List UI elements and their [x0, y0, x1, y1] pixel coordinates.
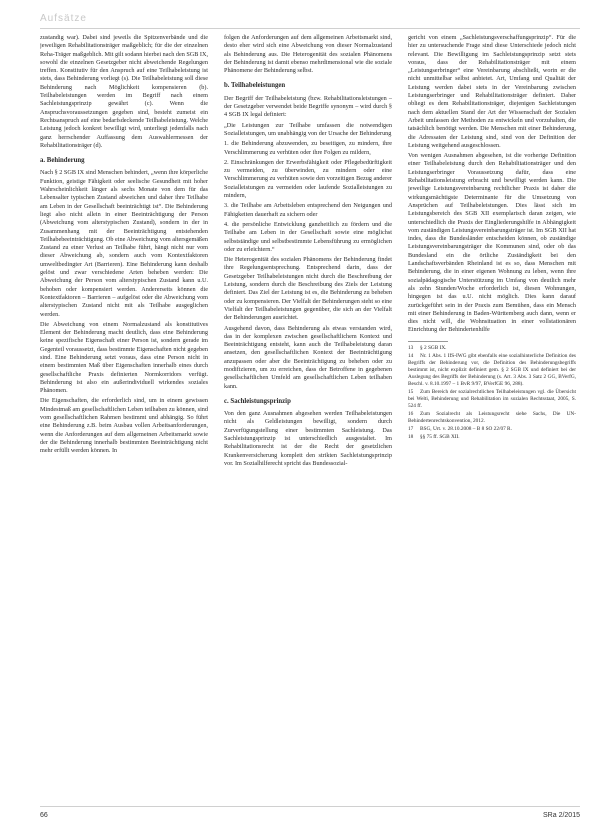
footnote — [408, 345, 576, 352]
paragraph: zustandig war). Dabei sind jeweils die Spitzenverbände und die jeweiligen Rehabilitationsträger maßgeblich; für die der einzelnen Reha-Träger maßgeblich. Mit gilt sodann hierbei nach den SGB IX, sowohl die einzelnen Gesetzgeber nicht abweichende Regelungen treffen. Konstitutiv für den Anspruch auf eine Teilhabeleistung ist stets, dass Behinderung vorliegt (s). Die Teilhabeleistung soll diese Behinderung nach Möglichkeit kompensieren (b). Teilhabeleistungen werden im Begriff nach einem Sachleistungsprinzip gewährt (c). Wenn die Anspruchsvoraussetzungen gegeben sind, besteht zumeist ein Rechtsanspruch auf eine bedarfsdeckende Teilhabeleistung. Welche Leistung jedoch konkret bewilligt wird, unterliegt jedenfalls nach ganz herrschender Auffassung dem Auswahlermessen der Rehabilitationsträger (d). — [40, 34, 208, 149]
paragraph: Die Eigenschaften, die erforderlich sind, um in einem gewissen Mindestmaß am gesellschaftlichen Leben teilhaben zu können, sind vom gesellschaftlichen Rahmen bestimmt und abhängig. So führt eine Behinderung z.B. beim Ausbau vollen Arbeitsanforderungen, wenn die Anforderungen auf dem allgemeinen Arbeitsmarkt sowie der die Behinderung innerhalb bestimmten Beeinträchtigung nicht mehr erfüllt werden können. In — [40, 397, 208, 455]
paragraph: 4. die persönliche Entwicklung ganzheitlich zu fördern und die Teilhabe am Leben in der Gesellschaft sowie eine möglichst selbstständige und selbstbestimmte Lebensführung zu ermöglichen oder zu erleichtern.“ — [224, 220, 392, 253]
paragraph: Ausgehend davon, dass Behinderung als etwas verstanden wird, das in der komplexen zwischen gesellschaftlichem Kontext und Beeinträchtigung entsteht, kann auch die Teilhabeleistung daran ansetzen, den gesellschaftlichen Kontext der Beeinträchtigung anzupassen oder aber die Beeinträchtigung zu beheben oder zu modifizieren, um zu erreichen, dass der Betroffene in gegebenen gesellschaftlichen Umfeld am gesellschaftlichen Leben teilhaben kann. — [224, 324, 392, 390]
paragraph: 3. die Teilhabe am Arbeitsleben entsprechend den Neigungen und Fähigkeiten dauerhaft zu sichern oder — [224, 202, 392, 218]
text-column-2 — [224, 34, 392, 802]
footnote-text: Nr. 1 Abs. 1 IfS-IWG gibt ebenfalls eine sozialhinterliche Definition des Begriffs der Behinderung vor, die Definition des Behinderungsbegriffs bestimmt ist, nicht explizit definiert gem. § 2 SGB IX und definiert bei der Auslegung des Begriffs der Behinderung (s. Art. 3 Abs. 3 Satz 2 GG, BVerfG, Beschl. v. 8.10.1997 – 1 BvR 9/97, BVerfGE 96, 288). — [408, 352, 576, 387]
paragraph: Der Begriff der Teilhabeleistung (bzw. Rehabilitationsleistungen – der Gesetzgeber verwendet beide Begriffe synonym – wird durch § 4 SGB IX legal definiert: — [224, 94, 392, 119]
footnote-number: 13 — [408, 344, 414, 351]
paragraph: 2. Einschränkungen der Erwerbsfähigkeit oder Pflegebedürftigkeit zu vermeiden, zu überwinden, zu mindern oder eine Verschlimmerung zu verhüten sowie den vorzeitigen Bezug anderer Sozialleistungen zu vermeiden oder laufende Sozialleistungen zu mindern, — [224, 158, 392, 200]
footnote-number: 16 — [408, 410, 414, 417]
paragraph: Von den ganz Ausnahmen abgesehen werden Teilhabeleistungen nicht als Geldleistungen bewilligt, sondern durch Zurverfügungstellung einer bestimmten Sachleistung. Das Sachleistungsprinzip ist unterschiedlich ausgestaltet. Im Rehabilitationsrecht ist der die Recht der gesetzlichen Krankenversicherung komplett den strikten Sachleistungsprinzip vor. Im Sozialhilferecht spricht das Bundessozial- — [224, 410, 392, 467]
footnote-number: 17 — [408, 425, 414, 432]
footnote — [408, 389, 576, 410]
footnote-separator — [408, 341, 448, 342]
paragraph: Von wenigen Ausnahmen abgesehen, ist die vorherige Definition einer Teilhabeleistung durch den Rehabilitationsträger und den Leistungserbringer Voraussetzung dafür, dass eine Rehabilitationsleistung erbracht und bewilligt werden kann. Die jeweilige Leistungsvereinbarung rechtlicher Praxis ist daher die wirkungsmächtigste Determinante für die Umsetzung von Ansprüchen auf Teilhabeleistungen. Dies lässt sich im Leistungsbereich des SGB XII exemplarisch daran zeigen, wie unterschiedlich die Praxis der Eingliederungshilfe in Abhängigkeit vom zuständigen Leistungsvereinbarungsträger ist. Im SGB XII hat indes, dass die Bundesländer entscheiden können, ob zuständige Leistungsvereinbarungsträger die Kommunen sind, oder ob das Bundesland ein die örtliche Zuständigkeit bei den Landschaftsverbänden Rheinland ist es so, dass Menschen mit Behinderung, die in einer eigenen Wohnung zu leben, wenn ihre sozialpädagogische Unterstützung im Umfang von deutlich mehr als zehn Stunden/Woche erforderlich ist, diesen Wohnungen, hingegen ist das u.U. nicht möglich. Dies kann darauf zurückgeführt sein in der Praxis zum Bemühen, dass ein Mensch mit einer Behinderung in Baden-Württemberg auch dann, wenn er dies nicht will, die Wohnsituation in einer vollstationären Einrichtung der Behindertenhilfe — [408, 152, 576, 334]
footnote — [408, 434, 576, 441]
footnote-number: 18 — [408, 433, 414, 440]
section-heading: b. Teilhabeleistungen — [224, 82, 286, 90]
footnote-text: BSG, Urt. v. 28.10.2008 – B 8 SO 22/07 R. — [420, 425, 512, 432]
text-column-1 — [40, 34, 208, 802]
paragraph: Die Heterogenität des sozialen Phänomens der Behinderung findet ihre Regelungsentsprechung. Entsprechend darin, dass der Gesetzgeber Teilhabeleistungen nicht durch die Beschreibung der Leistung, sondern durch die Beschreibung des Ziels der Leistung definiert. Das Ziel der Leistung ist es, die Behinderung zu beheben oder zu kompensieren. Der Vielfalt der Behinderungen steht so eine Vielfalt der Teilhabeleistungen gegenüber, die sich an der Vielfalt der Behinderungen ausrichtet. — [224, 256, 392, 322]
footnote — [408, 426, 576, 433]
footnote-text: §§ 75 ff. SGB XII. — [420, 433, 460, 440]
footer-rule — [40, 806, 580, 807]
paragraph: Die Abweichung von einem Normalzustand als konstitutives Element der Behinderung macht deutlich, dass eine Behinderung keine spezifische Eigenschaft einer Person ist, sondern gerade im Gegenteil voraussetzt, dass bestimmte Eigenschaften nicht gegeben sind. Eine Behinderung setzt voraus, dass eine Person nicht in einem bestimmten Maß über Eigenschaften innerhalb eines durch gesellschaftliche Praxis definierten Normkorridors verfügt. Behinderung ist also ein außerindividuell wirkendes soziales Phänomen. — [40, 320, 208, 395]
paragraph: „Die Leistungen zur Teilhabe umfassen die notwendigen Sozialleistungen, um unabhängig von der Ursache der Behinderung — [224, 121, 392, 137]
footnote — [408, 353, 576, 388]
paragraph: 1. die Behinderung abzuwenden, zu beseitigen, zu mindern, ihre Verschlimmerung zu verhüten oder ihre Folgen zu mildern, — [224, 140, 392, 156]
footnote — [408, 411, 576, 425]
footnote-number: 14 — [408, 352, 414, 359]
section-heading: a. Behinderung — [40, 157, 85, 165]
paragraph: gericht von einem „Sachleistungsverschaffungsprinzip“. Für die hier zu untersuchende Frage sind diese Unterschiede jedoch nicht relevant. Die Bewilligung im Sachleistungsprinzip setzt stets voraus, dass der Rehabilitationsträger mit einem „Leistungserbringer“ eine Vereinbarung abschließt, worin er die nicht unmittelbar selbst anbietet. Art, Umfang und Qualität der Leistung werden dabei stets in der Vereinbarung zwischen Leistungserbringer und Rehabilitationsträger definiert. Daher obliegt es dem Rehabilitationsträger, diejenigen Sachleistungen nach dem aktuellen Stand der Art der Wissenschaft der Sozialen Arbeit umfassen der Methoden zu entwickeln und vorzuhalten, die tatsächlich benötigt werden. Die Menschen mit einer Behinderung, die Adressaten der Leistung sind, sind von der Definition der Leistung weitgehend ausgeschlossen. — [408, 34, 576, 149]
section-title: Aufsätze — [40, 13, 87, 24]
page-number: 66 — [40, 812, 48, 819]
section-heading: c. Sachleistungsprinzip — [224, 397, 291, 405]
text-column-3 — [408, 34, 576, 802]
page-header — [40, 8, 580, 26]
paragraph: folgen die Anforderungen auf dem allgemeinen Arbeitsmarkt sind, desto eher wird sich eine Abweichung von dieser Normalzustand als Behinderung aus. Die Heterogenität des sozialen Phänomens der Behinderung ist damit ebenso mehrdimensional wie die soziale Phänomene der Behinderung selbst. — [224, 34, 392, 75]
journal-issue: SRa 2/2015 — [543, 812, 580, 819]
header-rule — [40, 28, 580, 29]
footnote-text: Zum Sozialrecht als Leistungsrecht siehe Sachs, Die UN-Behindertenrechtskonvention, 2012. — [408, 410, 576, 424]
paragraph: Nach § 2 SGB IX sind Menschen behindert, „wenn ihre körperliche Funktion, geistige Fähigkeit oder seelische Gesundheit mit hoher Wahrscheinlichkeit länger als sechs Monate von dem für das Lebensalter typischen Zustand abweichen und daher ihre Teilhabe am Leben in der Gesellschaft beeinträchtigt ist“. Die Behinderung liegt also nicht allein in einer Beeinträchtigung der Person (Abweichung vom alterstypischen Zustand), sondern in der in Zusammenhang mit der Beeinträchtigung entstehenden Teilhabebeeinträchtigung. Ob eine Abweichung vom altersgemäßen Zustand zu einer Verlust an Teilhabe führt, hängt nicht nur vom dieser Abweichung ab, sondern auch vom Kontextfaktoren umweltbedingter Art (Barrieren). Eine Behinderung kann deshalb gelöst und zwar verschiedene Arten beheben werden: Die Abweichung der Person vom alterstypischen Zustand kann u.U. behoben oder kompensiert werden. Andererseits können die Kontextfaktoren – Barrieren – aufgelöst oder die Abweichung vom alterstypischen Zustand nicht mit als Teilhabe ausgeglichen werden. — [40, 169, 208, 318]
footnote-text: § 2 SGB IX. — [420, 344, 447, 351]
footnote-text: Zum Bereich der sozialrechtlichen Teilhabeleistungen vgl. die Übersicht bei Welti, Behinderung und Rehabilitation im sozialen Rechtsstaat, 2005, S. 524 ff. — [408, 388, 576, 409]
footnote-number: 15 — [408, 388, 414, 395]
